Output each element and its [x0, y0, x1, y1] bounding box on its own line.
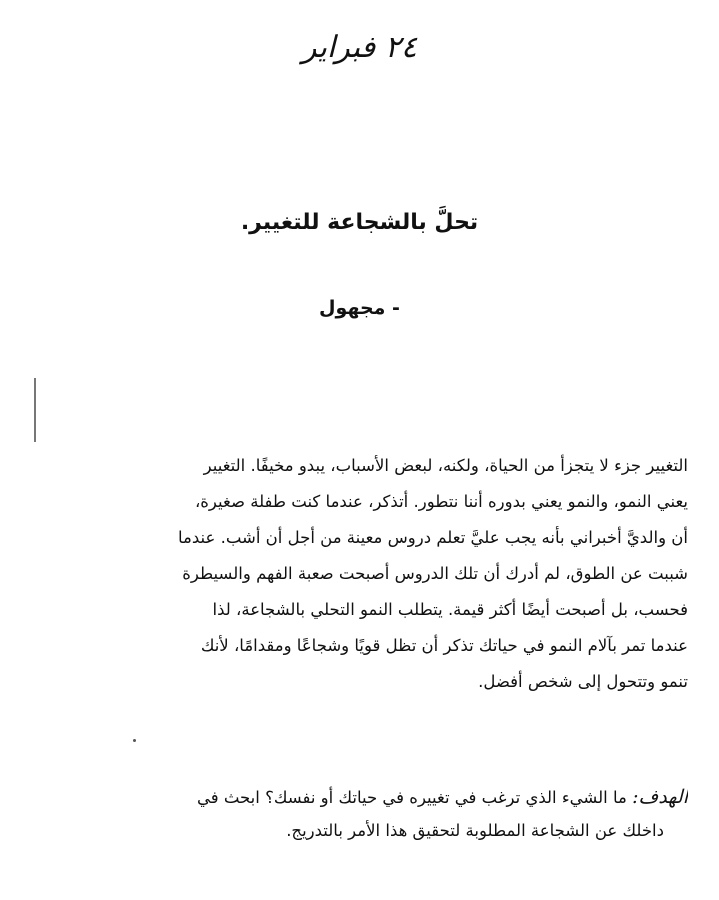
body-line: تنمو وتتحول إلى شخص أفضل. [478, 672, 688, 691]
goal-label: الهدف: [632, 786, 688, 808]
body-line: يعني النمو، والنمو يعني بدوره أننا نتطور. أتذكر، عندما كنت طفلة صغيرة، [194, 492, 688, 511]
goal-line-first [34, 780, 688, 814]
quote-text: تحلَّ بالشجاعة للتغيير. [240, 210, 479, 235]
body-line: التغيير جزء لا يتجزأ من الحياة، ولكنه، لبعض الأسباب، يبدو مخيفًا. التغيير [203, 456, 688, 475]
body-line: عندما تمر بآلام النمو في حياتك تذكر أن تظل قويًا وشجاعًا ومقدامًا، لأنك [200, 636, 688, 655]
body-paragraph [34, 448, 688, 700]
goal-section [34, 780, 688, 848]
page-date: ٢٤ فبراير [302, 30, 417, 65]
body-line: أن والديَّ أخبراني بأنه يجب عليَّ تعلم دروس معينة من أجل أن أشب. عندما [177, 528, 688, 547]
goal-line-second: داخلك عن الشجاعة المطلوبة لتحقيق هذا الأمر بالتدريج. [286, 821, 664, 840]
quote-author: - مجهول [319, 297, 400, 319]
goal-question: ما الشيء الذي ترغب في تغييره في حياتك أو نفسك؟ ابحث في [196, 788, 627, 807]
body-line: شببت عن الطوق، لم أدرك أن تلك الدروس أصبحت صعبة الفهم والسيطرة [182, 564, 688, 583]
body-line: فحسب، بل أصبحت أيضًا أكثر قيمة. يتطلب النمو التحلي بالشجاعة، لذا [212, 600, 688, 619]
margin-pencil-mark [34, 378, 36, 442]
stray-dot [133, 739, 136, 742]
